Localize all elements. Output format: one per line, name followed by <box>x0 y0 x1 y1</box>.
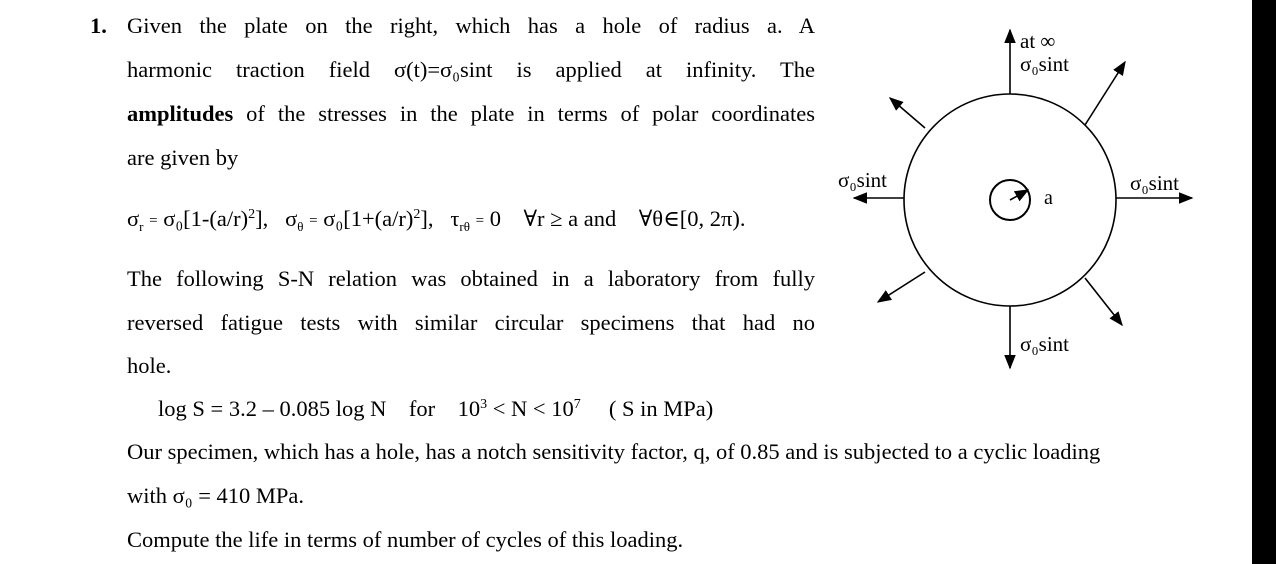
eq-sign-1: = <box>149 213 158 229</box>
arrow-top-right <box>1085 62 1125 125</box>
sn-line-2: reversed fatigue tests with similar circular specimens that had no <box>127 310 815 335</box>
condition-r: ∀r ≥ a and <box>523 206 617 231</box>
tau: τ <box>450 206 460 231</box>
sn-line-1: The following S-N relation was obtained in a laboratory from fully <box>127 266 815 291</box>
problem-number: 1. <box>90 13 107 38</box>
sigma-theta: σ <box>285 206 298 231</box>
arrow-bottom-left <box>878 272 925 302</box>
label-left: σ₀sint <box>838 168 887 192</box>
question-line: Compute the life in terms of number of cycles of this loading. <box>127 527 684 552</box>
tau-rhs: 0 <box>489 206 501 231</box>
label-top: σ₀sint <box>1020 52 1069 76</box>
label-bottom: σ₀sint <box>1020 332 1069 356</box>
sn-exp-b: 7 <box>573 397 581 412</box>
exp-2: 2 <box>413 207 421 222</box>
sigma-theta-rhs: σ₀[1+(a/r) <box>323 206 414 231</box>
arrow-top-left <box>890 98 925 128</box>
plate-diagram <box>830 20 1179 380</box>
sn-units: ( S in MPa) <box>608 396 714 421</box>
sigma-theta-sub: θ <box>297 219 304 234</box>
close-1: ], <box>255 206 269 231</box>
sn-for: for <box>408 396 436 421</box>
sn-relation <box>158 395 713 423</box>
label-right: σ₀sint <box>1130 171 1179 195</box>
intro-line-3 <box>127 100 815 128</box>
exp-1: 2 <box>248 207 256 222</box>
label-at-infinity: at ∞ <box>1020 29 1056 53</box>
tau-sub: rθ <box>459 219 470 234</box>
condition-theta: ∀θ∈[0, 2π). <box>638 206 746 231</box>
stress-equation <box>127 205 745 236</box>
sn-line-3: hole. <box>127 353 172 378</box>
sn-exp-a: 3 <box>480 397 488 412</box>
close-2: ], <box>420 206 434 231</box>
amplitudes-bold: amplitudes <box>127 101 234 126</box>
plate-diagram-svg <box>830 20 1210 380</box>
sigma-r-sub: r <box>139 219 144 234</box>
sn-lhs: log S = 3.2 – 0.085 log N <box>158 396 387 421</box>
label-radius: a <box>1044 187 1053 209</box>
sigma-r: σ <box>127 206 140 231</box>
specimen-line-1: Our specimen, which has a hole, has a notch sensitivity factor, q, of 0.85 and is subjected to a cyclic loading <box>127 439 1101 464</box>
sn-range-mid: < N < <box>487 396 552 421</box>
sn-range-b: 10 <box>551 396 574 421</box>
intro-line-4: are given by <box>127 145 239 170</box>
sn-range-a: 10 <box>457 396 481 421</box>
intro-line-1: Given the plate on the right, which has a hole of radius a. A <box>127 13 815 38</box>
intro-line-2: harmonic traction field σ(t)=σ₀sint is applied at infinity. The <box>127 57 815 82</box>
window-edge <box>1252 0 1276 564</box>
arrow-bottom-right <box>1085 278 1122 325</box>
specimen-line-2: with σ₀ = 410 MPa. <box>127 483 305 508</box>
eq-sign-2: = <box>309 213 318 229</box>
sigma-r-rhs: σ₀[1-(a/r) <box>163 206 249 231</box>
eq-sign-3: = <box>475 213 485 229</box>
intro-line-3-rest: of the stresses in the plate in terms of polar coordinates <box>233 101 815 126</box>
radius-arrow <box>1010 190 1028 200</box>
